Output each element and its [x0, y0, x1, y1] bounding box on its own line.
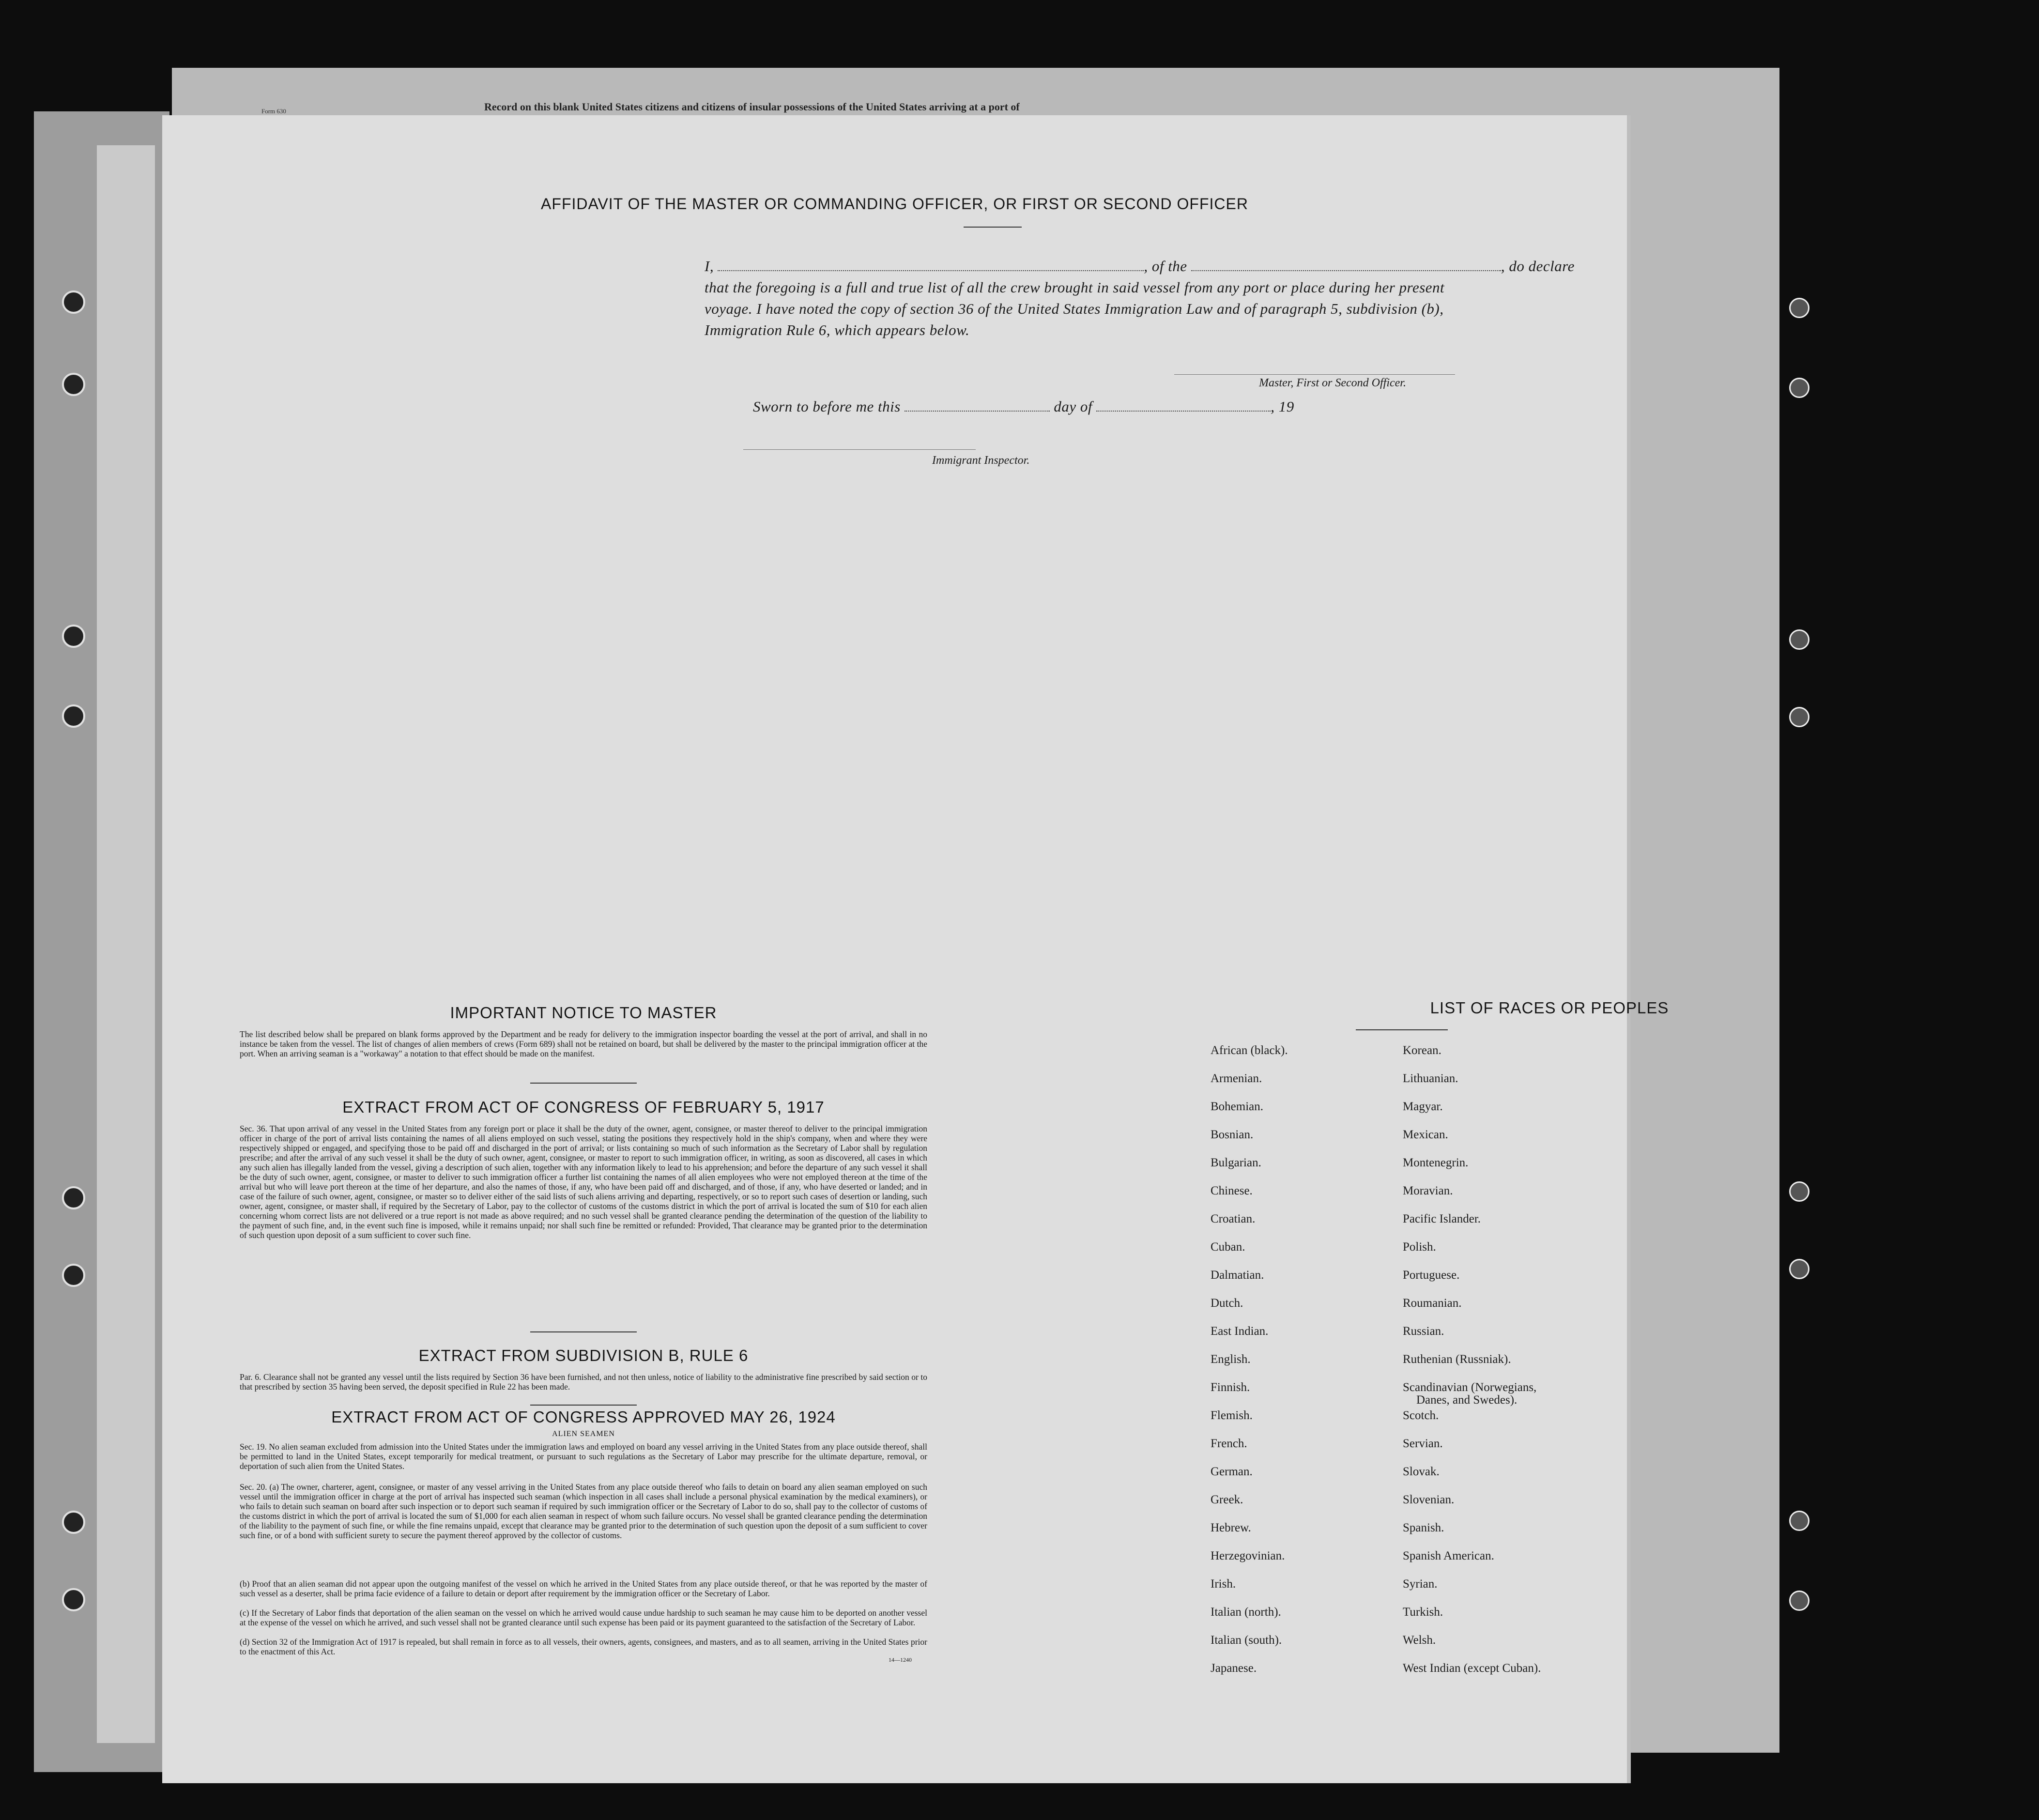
race-item-continuation: Danes, and Swedes). [1416, 1393, 1518, 1407]
sworn-line [753, 396, 1294, 417]
extract-1924-sec20c: (c) If the Secretary of Labor finds that deportation of the alien seaman on the vessel on which he arrived would cause undue hardship to such seaman he may cause him to be deported on another vessel at the expense of the vessel on which he arrived, and such vessel shall not be granted clearance until such expense has been paid or its payment guaranteed to the satisfaction of the Secretary of Labor. [240, 1608, 927, 1627]
affidavit-line-2: that the foregoing is a full and true list of all the crew brought in said vessel from any port or place during her present [705, 279, 1445, 296]
signature-line[interactable] [1174, 374, 1455, 375]
binder-hole [62, 1264, 85, 1287]
binder-hole [62, 625, 85, 648]
binder-hole-right [1789, 707, 1809, 727]
race-item: Armenian. [1211, 1072, 1262, 1085]
race-item: Welsh. [1403, 1634, 1436, 1647]
extract-1917-text: Sec. 36. That upon arrival of any vessel in the United States from any foreign port or place it shall be the duty of the owner, agent, consignee, or master thereof to deliver to the principal immigration officer in charge of the port of arrival lists containing the names of all aliens employed on such vessel, stating the positions they respectively hold in the ship's company, when and where they were respectively shipped or engaged, and specifying those to be paid off and discharged in the port of arrival; or lists containing so much of such information as the Secretary of Labor shall by regulation prescribe; and after the arrival of any such vessel it shall be the duty of such owner, agent, consignee, or master to report to such immigration officer, in writing, as soon as discovered, all cases in which any such alien has illegally landed from the vessel, giving a description of such alien, together with any information likely to lead to his apprehension; and before the departure of any such vessel it shall be the duty of such owner, agent, consignee, or master to deliver to such immigration officer a further list containing the names of all alien employees who were not employed thereon at the time of the arrival but who will leave port thereon at the time of her departure, and also the names of those, if any, who have been paid off and discharged, and of those, if any, who have deserted or landed; and in case of the failure of such owner, agent, consignee, or master so to deliver either of the said lists of such aliens arriving and departing, respectively, or so to report such cases of desertion or landing, such owner, agent, consignee, or master shall, if required by the Secretary of Labor, pay to the collector of customs of the customs district in which the port of arrival is located the sum of $10 for each alien concerning whom correct lists are not delivered or a true report is not made as above required; and no such vessel shall be granted clearance pending the determination of the question of the liability to the payment of such fine, and, in the event such fine is imposed, while it remains unpaid; nor shall such fine be remitted or refunded: Provided, That clearance may be granted prior to the determination of such question upon deposit of a sum sufficient to cover such fine. [240, 1124, 927, 1240]
race-item: Montenegrin. [1403, 1156, 1469, 1169]
race-item: Scandinavian (Norwegians, [1403, 1381, 1537, 1394]
sworn-text: Sworn to before me this [753, 398, 901, 415]
race-item: Magyar. [1403, 1100, 1443, 1113]
race-item: Polish. [1403, 1240, 1436, 1254]
extract-rule6-rule [530, 1405, 637, 1406]
day-of-text: day of [1054, 398, 1092, 415]
race-item: Bulgarian. [1211, 1156, 1261, 1169]
races-title: LIST OF RACES OR PEOPLES [1430, 999, 1669, 1017]
binder-hole [62, 373, 85, 396]
race-item: Hebrew. [1211, 1521, 1251, 1534]
binder-hole-right [1789, 298, 1809, 318]
binder-hole [62, 1186, 85, 1209]
inspector-line[interactable] [743, 449, 976, 450]
race-item: Spanish. [1403, 1521, 1444, 1534]
race-item: Turkish. [1403, 1606, 1443, 1619]
race-item: Flemish. [1211, 1409, 1253, 1422]
binder-hole-right [1789, 629, 1809, 650]
extract-1924-sec20a: Sec. 20. (a) The owner, charterer, agent, consignee, or master of any vessel arriving in the United States from any place outside thereof who fails to detain on board any alien seaman employed on such vessel until the immigration officer in charge at the port of arrival has inspected such seaman (which inspection in all cases shall include a personal physical examination by the medical examiners), or who fails to detain such seaman on board after such inspection or to deport such seaman if required by such immigration officer or the Secretary of Labor to do so, shall pay to the collector of customs of the customs district in which the port of arrival is located the sum of $1,000 for each alien seaman in respect of whom such failure occurs. No vessel shall be granted clearance pending the determination of the liability to the payment of such fine, or while the fine remains unpaid, except that clearance may be granted prior to the determination of such question upon the deposit of a sum sufficient to cover such fine, or of a bond with sufficient surety to secure the payment thereof approved by the collector of customs. [240, 1482, 927, 1540]
race-item: Syrian. [1403, 1577, 1438, 1591]
signature-label: Master, First or Second Officer. [1259, 377, 1406, 389]
race-item: English. [1211, 1353, 1251, 1366]
binder-hole [62, 1511, 85, 1534]
extract-1917-rule [530, 1331, 637, 1332]
race-item: Greek. [1211, 1493, 1243, 1506]
month-blank[interactable] [1096, 401, 1271, 412]
affidavit-title: AFFIDAVIT OF THE MASTER OR COMMANDING OFFICER, OR FIRST OR SECOND OFFICER [541, 195, 1248, 213]
race-item: Russian. [1403, 1325, 1444, 1338]
race-item: German. [1211, 1465, 1253, 1478]
inspector-label: Immigrant Inspector. [932, 454, 1030, 467]
race-item: East Indian. [1211, 1325, 1269, 1338]
race-item: Croatian. [1211, 1212, 1256, 1225]
race-item: Irish. [1211, 1577, 1236, 1591]
extract-rule6-text: Par. 6. Clearance shall not be granted any vessel until the lists required by Section 36 have been furnished, and not then unless, notice of liability to the administrative fine prescribed by said section or to that prescribed by section 35 having been served, the deposit specified in Rule 22 has been made. [240, 1372, 927, 1392]
record-note: Record on this blank United States citizens and citizens of insular possessions of the United States arriving at a port of [484, 101, 1020, 113]
race-item: Pacific Islander. [1403, 1212, 1481, 1225]
affidavit-page [162, 115, 1669, 1783]
race-item: Servian. [1403, 1437, 1443, 1450]
affidavit-line-3: voyage. I have noted the copy of section 36 of the United States Immigration Law and of paragraph 5, subdivision (b), [705, 300, 1444, 317]
race-item: Roumanian. [1403, 1297, 1462, 1310]
binder-hole-right [1789, 1591, 1809, 1611]
race-item: West Indian (except Cuban). [1403, 1662, 1541, 1675]
race-item: Japanese. [1211, 1662, 1257, 1675]
race-item: Korean. [1403, 1044, 1441, 1057]
binder-hole-right [1789, 378, 1809, 398]
year-prefix: , 19 [1271, 398, 1294, 415]
race-item: African (black). [1211, 1044, 1288, 1057]
extract-1924-sec20d: (d) Section 32 of the Immigration Act of 1917 is repealed, but shall remain in force as to all vessels, their owners, agents, consignees, and masters, and as to all seamen, arriving in the United States prior to the enactment of this Act. [240, 1637, 927, 1656]
binder-hole-right [1789, 1259, 1809, 1279]
race-item: Dutch. [1211, 1297, 1243, 1310]
extract-1917-title: EXTRACT FROM ACT OF CONGRESS OF FEBRUARY 5, 1917 [342, 1098, 825, 1116]
race-item: Italian (north). [1211, 1606, 1281, 1619]
binder-hole [62, 291, 85, 314]
form-code: 14—1240 [889, 1656, 912, 1663]
binder-hole-right [1789, 1511, 1809, 1531]
race-item: Bohemian. [1211, 1100, 1264, 1113]
race-item: Lithuanian. [1403, 1072, 1458, 1085]
vessel-blank[interactable] [1191, 260, 1501, 271]
day-blank[interactable] [905, 401, 1050, 412]
notice-rule [530, 1083, 637, 1084]
binder-hole [62, 1588, 85, 1611]
extract-1924-sec20b: (b) Proof that an alien seaman did not appear upon the outgoing manifest of the vessel on which he arrived in the United States from any place outside thereof, or that he was reported by the master of such vessel as a deserter, shall be prima facie evidence of a failure to detain or deport after requirement by the immigration officer or the Secretary of Labor. [240, 1579, 927, 1598]
race-item: Moravian. [1403, 1184, 1453, 1197]
extract-1924-subtitle: ALIEN SEAMEN [552, 1430, 615, 1438]
race-item: Bosnian. [1211, 1128, 1254, 1141]
binder-hole-right [1789, 1181, 1809, 1202]
race-item: Cuban. [1211, 1240, 1245, 1254]
race-item: Herzegovinian. [1211, 1549, 1285, 1562]
race-item: Slovenian. [1403, 1493, 1455, 1506]
race-item: Ruthenian (Russniak). [1403, 1353, 1511, 1366]
race-item: Spanish American. [1403, 1549, 1494, 1562]
extract-1924-title: EXTRACT FROM ACT OF CONGRESS APPROVED MAY 26, 1924 [331, 1408, 836, 1426]
race-item: Portuguese. [1403, 1269, 1460, 1282]
extract-1924-sec19: Sec. 19. No alien seaman excluded from admission into the United States under the immigration laws and employed on board any vessel arriving in the United States from any place outside thereof, shall be permitted to land in the United States, except temporarily for medical treatment, or pursuant to such regulations as the Secretary of Labor may prescribe for the ultimate departure, removal, or deportation of such alien from the United States. [240, 1442, 927, 1471]
race-item: Scotch. [1403, 1409, 1439, 1422]
notice-text: The list described below shall be prepared on blank forms approved by the Department and be ready for delivery to the immigration inspector boarding the vessel at the port of arrival, and shall in no instance be taken from the vessel. The list of changes of alien members of crews (Form 689) shall not be retained on board, but shall be delivered by the master to the principal immigration officer at the port. When an arriving seaman is a "workaway" a notation to that effect should be made on the manifest. [240, 1029, 927, 1058]
extract-rule6-title: EXTRACT FROM SUBDIVISION B, RULE 6 [418, 1346, 749, 1364]
title-rule [964, 227, 1022, 228]
race-item: Italian (south). [1211, 1634, 1282, 1647]
race-item: Finnish. [1211, 1381, 1250, 1394]
form-number: Form 630 [261, 107, 286, 115]
races-rule [1356, 1029, 1448, 1030]
binder-hole [62, 704, 85, 728]
race-item: Mexican. [1403, 1128, 1448, 1141]
notice-title: IMPORTANT NOTICE TO MASTER [450, 1004, 717, 1022]
race-item: French. [1211, 1437, 1247, 1450]
race-item: Chinese. [1211, 1184, 1253, 1197]
affidavit-i: I, [705, 258, 714, 275]
left-page-edge [97, 145, 155, 1743]
race-item: Slovak. [1403, 1465, 1440, 1478]
race-item: Dalmatian. [1211, 1269, 1264, 1282]
name-blank[interactable] [718, 260, 1144, 271]
affidavit-do-declare: , do declare [1501, 258, 1575, 275]
affidavit-of-the: , of the [1144, 258, 1187, 275]
affidavit-line-4: Immigration Rule 6, which appears below. [705, 321, 970, 338]
affidavit-line-1 [705, 256, 1575, 277]
